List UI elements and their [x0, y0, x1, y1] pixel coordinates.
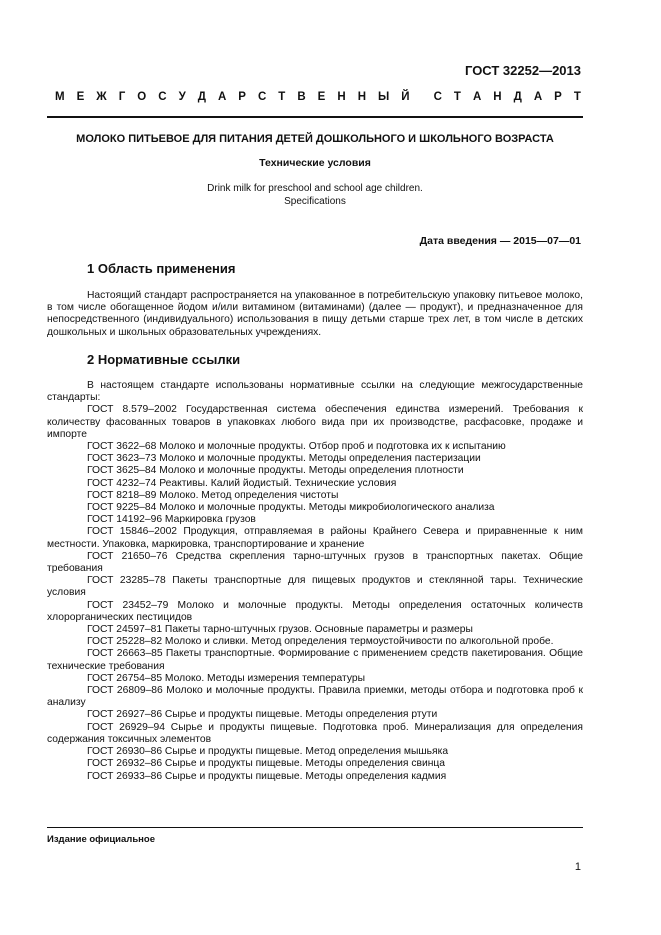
- reference-item: ГОСТ 3622–68 Молоко и молочные продукты. Отбор проб и подготовка их к испытанию: [87, 441, 506, 453]
- standard-type-letter: А: [217, 91, 227, 103]
- standard-type-letter: Е: [76, 91, 85, 103]
- reference-item: ГОСТ 24597–81 Пакеты тарно-штучных грузов. Основные параметры и размеры: [87, 624, 473, 636]
- reference-item: ГОСТ 14192–96 Маркировка грузов: [87, 514, 256, 526]
- standard-type-letter: О: [137, 91, 147, 103]
- reference-item: ГОСТ 9225–84 Молоко и молочные продукты. Методы микробиологического анализа: [87, 502, 495, 514]
- standard-type-letter: М: [55, 91, 65, 103]
- standard-type-letter: Р: [554, 91, 562, 103]
- reference-item: ГОСТ 25228–82 Молоко и сливки. Метод определения термоустойчивости по алкогольной пробе.: [87, 636, 554, 648]
- standard-type-letter: Т: [453, 91, 461, 103]
- standard-type-letter: А: [472, 91, 482, 103]
- standard-type-letter: В: [297, 91, 306, 103]
- section-2-heading: 2 Нормативные ссылки: [87, 352, 241, 367]
- standard-type-letter: Н: [493, 91, 502, 103]
- reference-item: ГОСТ 3625–84 Молоко и молочные продукты. Методы определения плотности: [87, 465, 464, 477]
- standard-type-letter: Р: [238, 91, 246, 103]
- standard-type-letter: С: [158, 91, 167, 103]
- reference-item: ГОСТ 23452–79 Молоко и молочные продукты. Методы определения остаточных количеств хлорорганических пестицидов: [47, 599, 583, 623]
- english-title: [47, 183, 583, 208]
- section-1-body: [47, 290, 583, 339]
- page-number: 1: [574, 861, 581, 873]
- introduction-date: [420, 235, 581, 247]
- standard-type-letter: У: [178, 91, 186, 103]
- standard-type-letter: Т: [573, 91, 581, 103]
- standard-type-letter: Т: [278, 91, 286, 103]
- standard-type-letter: Ы: [378, 91, 390, 103]
- standard-number: ГОСТ 32252—2013: [465, 63, 581, 78]
- reference-item: ГОСТ 23285–78 Пакеты транспортные для пищевых продуктов и стеклянной тары. Технические условия: [47, 575, 583, 599]
- reference-item: ГОСТ 8218–89 Молоко. Метод определения чистоты: [87, 489, 339, 501]
- edition-label: Издание официальное: [47, 834, 155, 845]
- section-2-intro: В настоящем стандарте использованы нормативные ссылки на следующие межгосударственные стандарты:: [47, 380, 583, 404]
- english-title-line1: Drink milk for preschool and school age children.: [207, 183, 423, 194]
- reference-item: ГОСТ 26809–86 Молоко и молочные продукты. Правила приемки, методы отбора и подготовка проб к анализу: [47, 685, 583, 709]
- standard-type-letter: С: [257, 91, 267, 103]
- english-title-line2: Specifications: [284, 195, 346, 207]
- reference-item: ГОСТ 26663–85 Пакеты транспортные. Формирование с применением средств пакетирования. Общие технические требования: [47, 648, 583, 672]
- reference-item: ГОСТ 4232–74 Реактивы. Калий йодистый. Технические условия: [87, 477, 397, 489]
- standard-type-heading: [55, 91, 581, 103]
- reference-list: [47, 404, 583, 782]
- standard-type-letter: Г: [118, 91, 126, 103]
- date-value: — 2015—07—01: [499, 235, 581, 247]
- document-subtitle: Технические условия: [259, 157, 371, 169]
- standard-type-letter: Д: [197, 91, 206, 103]
- section-1-heading: 1 Область применения: [87, 261, 236, 276]
- standard-type-letter: Н: [337, 91, 346, 103]
- standard-type-letter: Ж: [96, 91, 107, 103]
- reference-item: ГОСТ 26930–86 Сырье и продукты пищевые. Метод определения мышьяка: [87, 746, 449, 758]
- standard-type-letter: Й: [401, 91, 410, 103]
- reference-item: ГОСТ 8.579–2002 Государственная система обеспечения единства измерений. Требования к количеству фасованных товаров в упаковках любого вида при их производстве, расфасовке, продаже и импорте: [47, 404, 583, 440]
- reference-item: ГОСТ 26932–86 Сырье и продукты пищевые. Методы определения свинца: [87, 758, 446, 770]
- date-label: Дата введения: [419, 235, 497, 247]
- header-divider: [47, 116, 583, 118]
- reference-item: ГОСТ 26929–94 Сырье и продукты пищевые. Подготовка проб. Минерализация для определения содержания токсичных элементов: [47, 721, 583, 745]
- reference-item: ГОСТ 26933–86 Сырье и продукты пищевые. Методы определения кадмия: [87, 770, 447, 782]
- reference-item: ГОСТ 26754–85 Молоко. Методы измерения температуры: [87, 672, 366, 684]
- standard-type-letter: Е: [317, 91, 326, 103]
- reference-item: ГОСТ 26927–86 Сырье и продукты пищевые. Методы определения ртути: [87, 709, 438, 721]
- document-title: МОЛОКО ПИТЬЕВОЕ ДЛЯ ПИТАНИЯ ДЕТЕЙ ДОШКОЛЬНОГО И ШКОЛЬНОГО ВОЗРАСТА: [76, 133, 554, 145]
- standard-type-letter: Д: [513, 91, 522, 103]
- standard-type-letter: Н: [357, 91, 366, 103]
- reference-item: ГОСТ 21650–76 Средства скрепления тарно-штучных грузов в транспортных пакетах. Общие требования: [47, 550, 583, 575]
- reference-item: ГОСТ 3623–73 Молоко и молочные продукты. Методы определения пастеризации: [87, 453, 481, 465]
- footer-divider: [47, 827, 583, 828]
- section-1-paragraph: Настоящий стандарт распространяется на упакованное в потребительскую упаковку питьевое молоко, в том числе обогащенное йодом и/или витамином (витаминами) (далее — продукт), и предназначенное для непосредственного (индивидуального) использования в пищу детьми старше трех лет, в том числе в детских дошкольных и школьных образовательных учреждениях.: [47, 290, 583, 338]
- section-2-body: [47, 380, 583, 783]
- reference-item: ГОСТ 15846–2002 Продукция, отправляемая в районы Крайнего Севера и приравненные к ним местности. Упаковка, маркировка, транспортирование и хранение: [47, 526, 583, 550]
- standard-type-letter: С: [433, 91, 442, 103]
- standard-type-letter: А: [533, 91, 543, 103]
